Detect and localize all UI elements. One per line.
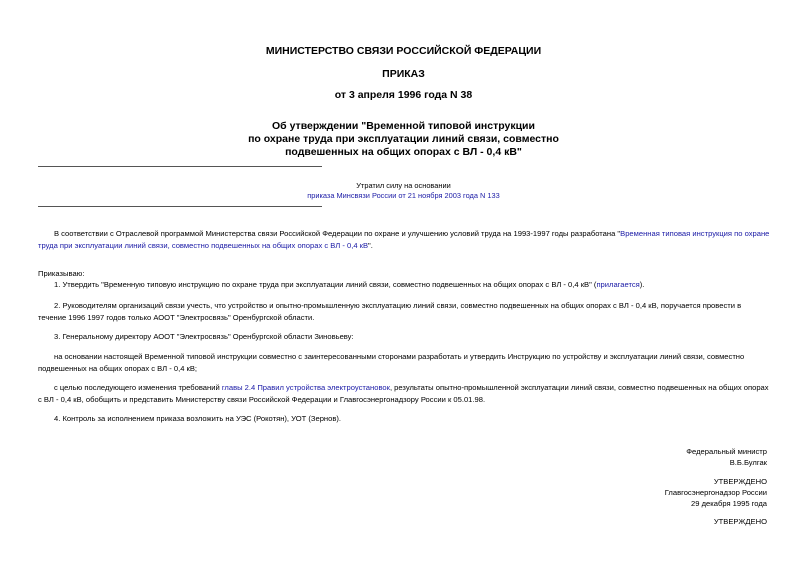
lost-force-note: Утратил силу на основании — [356, 181, 451, 190]
approval-block-1 — [665, 476, 767, 509]
attached-link[interactable]: прилагается — [596, 280, 640, 289]
title-line-3: подвешенных на общих опорах с ВЛ - 0,4 кВ" — [285, 146, 522, 158]
approval-org: Главгосэнергонадзор России — [664, 488, 767, 497]
item-2: 2. Руководителям организаций связи учесть, что устройство и опытно-промышленную эксплуатацию линий связи, совместно подвешенных на общих опорах с ВЛ - 0,4 кВ, поручается провести в течение 1996 1997 годов только АООТ "Электросвязь" Оренбургской области. — [38, 301, 742, 322]
approval-label-2: УТВЕРЖДЕНО — [713, 517, 767, 526]
intro-end: ". — [368, 240, 373, 250]
title-line-2: по охране труда при эксплуатации линий связи, совместно — [248, 133, 559, 145]
intro-text: В соответствии с Отраслевой программой Министерства связи Российской Федерации по охране и улучшению условий труда на 1993-1997 годы разработана " — [54, 229, 621, 238]
item-1 — [38, 279, 770, 291]
lost-force-link[interactable]: приказа Минсвязи России от 21 ноября 2003 года N 133 — [307, 191, 500, 200]
instruction-link[interactable]: Временная типовая инструкция по охране труда при эксплуатации линий связи, совместно подвешенных на общих опорах с ВЛ - 0,4 кВ — [38, 229, 770, 250]
item-1-end: ). — [639, 280, 645, 289]
divider-top — [38, 166, 322, 167]
order-word: Приказываю: — [38, 269, 85, 278]
date-number-heading: от 3 апреля 1996 года N 38 — [334, 89, 473, 101]
item-3b — [38, 382, 770, 405]
approval-date: 29 декабря 1995 года — [691, 499, 767, 508]
item-3a: на основании настоящей Временной типовой инструкции совместно с заинтересованными сторонами разработать и утвердить Инструкцию по устройству и эксплуатации линий связи, совместно подвешенных на общих опорах с ВЛ - 0,4 кВ; — [38, 352, 745, 373]
signature-position: Федеральный министр — [686, 447, 767, 456]
item-1-text: 1. Утвердить "Временную типовую инструкцию по охране труда при эксплуатации линий связи, совместно подвешенных на общих опорах с ВЛ - 0,4 кВ" ( — [54, 280, 597, 289]
signature-name: В.Б.Булгак — [729, 458, 767, 467]
ministry-heading: МИНИСТЕРСТВО СВЯЗИ РОССИЙСКОЙ ФЕДЕРАЦИИ — [265, 45, 542, 57]
item-3b-end: , результаты опытно-промышленной эксплуатации линий связи, совместно подвешенных на общих опорах с ВЛ - 0,4 кВ, обобщить и представить Министерству связи Российской Федерации и Главгосэнергонадзору России к 05.01.98. — [38, 383, 769, 404]
intro-paragraph — [38, 228, 770, 251]
item-4: 4. Контроль за исполнением приказа возложить на УЭС (Рокотян), УОТ (Зернов). — [54, 414, 342, 423]
pue-link[interactable]: главы 2.4 Правил устройства электроустановок — [221, 383, 390, 392]
divider-bottom — [38, 206, 322, 207]
doc-type-heading: ПРИКАЗ — [382, 68, 425, 80]
approval-label-1: УТВЕРЖДЕНО — [713, 477, 767, 486]
document-title — [0, 120, 807, 159]
item-3: 3. Генеральному директору АООТ "Электросвязь" Оренбургской области Зиновьеву: — [54, 332, 354, 341]
approval-block-2 — [714, 516, 767, 527]
title-line-1: Об утверждении "Временной типовой инструкции — [272, 120, 535, 132]
item-3b-text: с целью последующего изменения требований — [54, 383, 222, 392]
signature-block — [686, 446, 767, 468]
